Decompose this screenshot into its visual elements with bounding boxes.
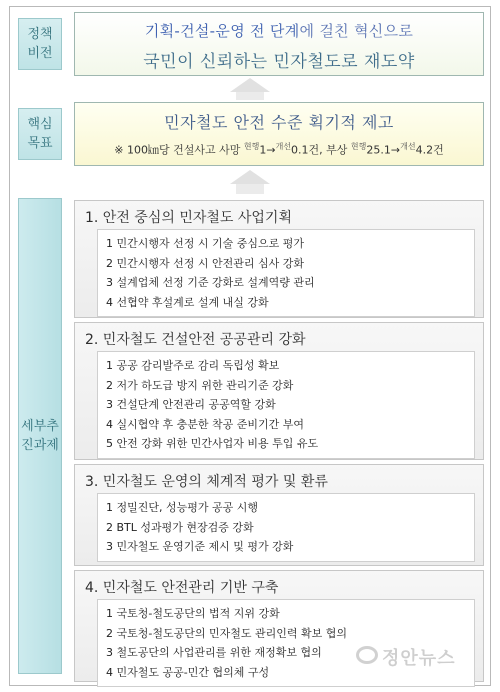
vision-line-2: 국민이 신뢰하는 민자철도로 재도약 xyxy=(143,52,415,72)
label-core-goal: 핵심 목표 xyxy=(18,108,62,160)
label-policy-vision: 정책 비전 xyxy=(18,18,62,70)
section-items xyxy=(97,493,475,562)
list-item: 1 민간시행자 선정 시 기술 중심으로 평가 xyxy=(106,237,304,250)
vision-rest: 에 걸친 혁신으로 xyxy=(299,22,414,40)
watermark-text: 정안뉴스 xyxy=(382,648,456,669)
vision-box xyxy=(74,12,484,76)
section-title: 2. 민자철도 건설안전 공공관리 강화 xyxy=(85,332,306,348)
section-title: 1. 안전 중심의 민자철도 사업기획 xyxy=(85,210,292,226)
goal-val-current-1: 1→ xyxy=(259,143,276,157)
goal-sup-improved-1: 개선 xyxy=(275,142,292,151)
goal-val-improved-1: 0.1건, 부상 xyxy=(291,143,351,157)
task-section-3 xyxy=(74,464,484,566)
list-item: 5 안전 강화 위한 민간사업자 비용 투입 유도 xyxy=(106,437,319,450)
list-item: 2 BTL 성과평가 현장검증 강화 xyxy=(106,520,254,534)
vision-line-1 xyxy=(75,20,483,41)
goal-val-current-2: 25.1→ xyxy=(366,143,401,157)
task-section-2 xyxy=(74,322,484,460)
up-arrow-icon xyxy=(230,170,270,184)
list-item: 3 설계업체 선정 기준 강화로 설계역량 관리 xyxy=(106,276,315,289)
up-arrow-icon xyxy=(230,78,270,92)
list-item: 1 정밀진단, 성능평가 공공 시행 xyxy=(106,501,258,514)
goal-val-improved-2: 4.2건 xyxy=(415,143,444,157)
section-title: 3. 민자철도 운영의 체계적 평가 및 환류 xyxy=(85,474,328,490)
list-item: 2 저가 하도급 방지 위한 관리기준 강화 xyxy=(106,378,294,392)
list-item: 3 철도공단의 사업관리를 위한 재정확보 협의 xyxy=(106,646,322,659)
section-items xyxy=(97,351,475,459)
list-item: 3 민자철도 운영기준 제시 및 평가 강화 xyxy=(106,540,294,553)
goal-sup-improved-2: 개선 xyxy=(400,142,416,151)
list-item: 4 실시협약 후 충분한 착공 준비기간 부여 xyxy=(106,417,304,431)
watermark-logo-icon xyxy=(356,646,378,664)
goal-sub-prefix: ※ 100㎞당 건설사고 사망 xyxy=(114,143,244,157)
list-item: 2 민간시행자 선정 시 안전관리 심사 강화 xyxy=(106,256,304,270)
list-item: 2 국토청-철도공단의 민자철도 관리인력 확보 협의 xyxy=(106,626,347,640)
goal-subtext xyxy=(75,141,483,158)
list-item: 1 국토청-철도공단의 법적 지위 강화 xyxy=(106,607,280,620)
goal-box xyxy=(74,102,484,166)
task-section-1 xyxy=(74,200,484,318)
goal-sup-current-2: 현행 xyxy=(350,142,367,151)
section-items xyxy=(97,599,475,687)
goal-title: 민자철도 안전 수준 획기적 제고 xyxy=(164,113,394,132)
section-title: 4. 민자철도 안전관리 기반 구축 xyxy=(85,580,279,596)
list-item: 3 건설단계 안전관리 공공역할 강화 xyxy=(106,398,276,411)
goal-sup-current-1: 현행 xyxy=(243,142,260,151)
vision-highlight: 기획-건설-운영 전 단계 xyxy=(144,22,300,40)
list-item: 1 공공 감리발주로 감리 독립성 확보 xyxy=(106,359,280,372)
section-items xyxy=(97,229,475,317)
list-item: 4 선협약 후설계로 설계 내실 강화 xyxy=(106,295,269,309)
label-detailed-tasks: 세부추 진과제 xyxy=(18,198,62,674)
list-item: 4 민자철도 공공-민간 협의체 구성 xyxy=(106,665,270,679)
